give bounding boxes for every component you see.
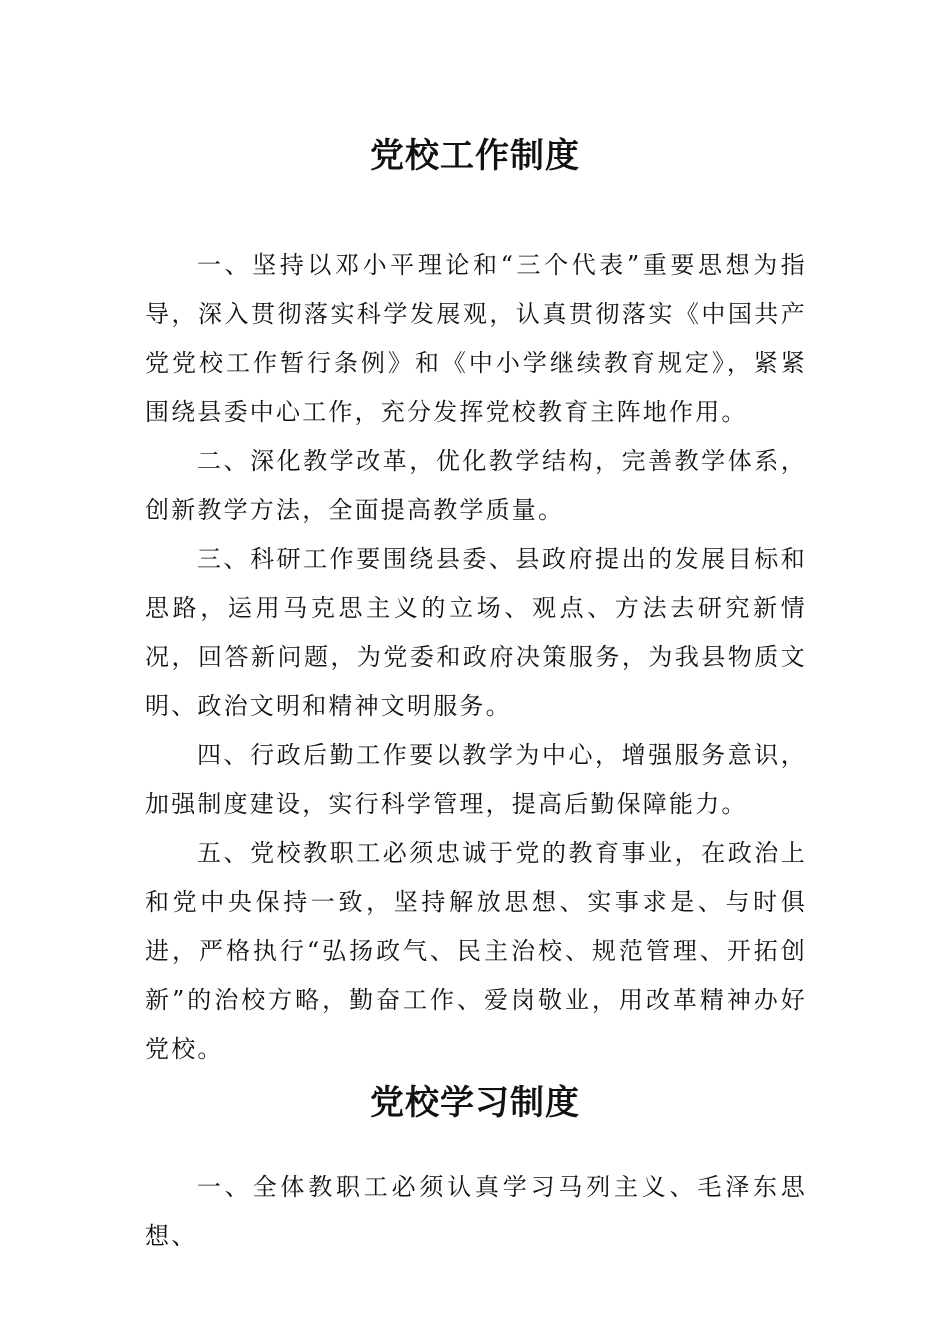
paragraph-5: 五、党校教职工必须忠诚于党的教育事业，在政治上和党中央保持一致，坚持解放思想、实事求是、与时俱进，严格执行“弘扬政气、民主治校、规范管理、开拓创新”的治校方略，勤奋工作、爱岗敬业，用改革精神办好党校。 (145, 839, 807, 1063)
section-title-work-system: 党校工作制度 (370, 136, 580, 176)
paragraph-4: 四、行政后勤工作要以教学为中心，增强服务意识，加强制度建设，实行科学管理，提高后勤保障能力。 (145, 741, 807, 818)
section-body-work-system (145, 241, 807, 1074)
paragraph-2: 二、深化教学改革，优化教学结构，完善教学体系，创新教学方法，全面提高教学质量。 (145, 447, 807, 524)
section-body-study-system (145, 1163, 807, 1261)
paragraph-1: 一、坚持以邓小平理论和“三个代表”重要思想为指导，深入贯彻落实科学发展观，认真贯彻落实《中国共产党党校工作暂行条例》和《中小学继续教育规定》，紧紧围绕县委中心工作，充分发挥党校教育主阵地作用。 (145, 251, 807, 426)
section-title-study-system: 党校学习制度 (370, 1083, 580, 1123)
paragraph-study-1: 一、全体教职工必须认真学习马列主义、毛泽东思想、 (145, 1173, 807, 1250)
paragraph-3: 三、科研工作要围绕县委、县政府提出的发展目标和思路，运用马克思主义的立场、观点、方法去研究新情况，回答新问题，为党委和政府决策服务，为我县物质文明、政治文明和精神文明服务。 (145, 545, 807, 720)
